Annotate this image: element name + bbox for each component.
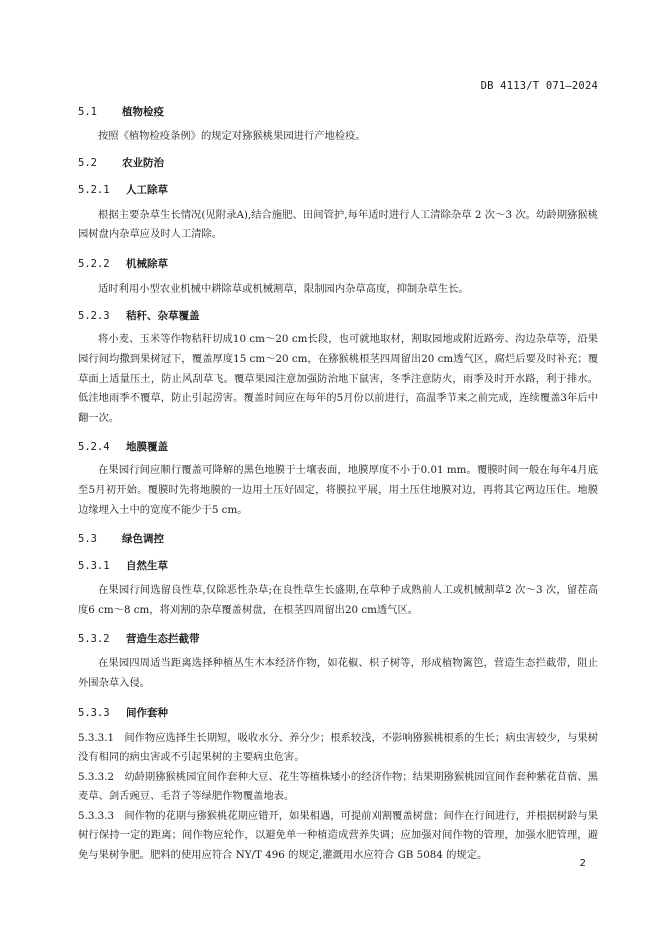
document-id-header: DB 4113/T 071—2024 (480, 80, 598, 92)
section-5-1-heading (78, 104, 598, 119)
section-title: 自然生草 (126, 560, 168, 573)
section-5-2-heading (78, 155, 598, 170)
section-5-2-4-heading (78, 439, 598, 454)
section-5-2-1-heading (78, 182, 598, 197)
section-title: 绿色调控 (122, 533, 164, 546)
clause-5-3-3-2: 5.3.3.2 幼龄期猕猴桃园宜间作套种大豆、花生等植株矮小的经济作物；结果期猕猴桃园宜间作套种紫花苜蓿、黑麦草、剑舌豌豆、毛苕子等绿肥作物覆盖地表。 (78, 770, 598, 803)
section-title: 农业防治 (122, 156, 164, 169)
section-number: 5.1 (78, 106, 97, 118)
section-5-3-heading (78, 531, 598, 546)
paragraph: 在果园行间应顺行覆盖可降解的黑色地膜于土壤表面，地膜厚度不小于0.01 mm。覆膜时间一般在每年4月底至5月初开始。覆膜时先将地膜的一边用土压好固定，将膜拉平展，用土压住地膜对边，再将其它两边压住。地膜边缘埋入土中的宽度不能少于5 cm。 (78, 464, 598, 516)
section-5-2-3-heading (78, 308, 598, 323)
section-5-3-2-heading (78, 631, 598, 646)
section-5-3-1-heading (78, 558, 598, 573)
section-number: 5.2.2 (78, 257, 110, 270)
paragraph: 适时利用小型农业机械中耕除草或机械割草，限制园内杂草高度，抑制杂草生长。 (98, 282, 469, 295)
section-title: 植物检疫 (122, 106, 164, 118)
paragraph: 按照《植物检疫条例》的规定对猕猴桃果园进行产地检疫。 (98, 130, 366, 142)
section-title: 间作套种 (126, 706, 168, 719)
section-5-3-3-heading (78, 705, 598, 720)
paragraph: 将小麦、玉米等作物秸秆切成10 cm～20 cm长段，也可就地取材，割取园地或附近路旁、沟边杂草等，沿果园行间均撒到果树冠下，覆盖厚度15 cm～20 cm，在猕猴桃根茎四周留出20 cm透气区，腐烂后要及时补充；覆草面上适量压土，防止风刮草飞。覆草果园注意加强防治地下鼠害，冬季注意防火，雨季及时开水路，利于排水。低洼地雨季不覆草，防止引起涝害。覆盖时间应在每年的5月份以前进行，高温季节来之前完成，连续覆盖3年后中翻一次。 (78, 333, 598, 424)
paragraph: 根据主要杂草生长情况(见附录A),结合施肥、田间管护,每年适时进行人工清除杂草 2 次～3 次。幼龄期猕猴桃园树盘内杂草应及时人工清除。 (78, 208, 598, 241)
section-title: 秸秆、杂草覆盖 (126, 310, 200, 323)
section-number: 5.2 (78, 156, 97, 169)
clause-5-3-3-1: 5.3.3.1 间作物应选择生长期短，吸收水分、养分少；根系较浅，不影响猕猴桃根系的生长；病虫害较少，与果树没有相同的病虫害或不引起果树的主要病虫危害。 (78, 731, 598, 764)
section-title: 人工除草 (126, 183, 168, 196)
section-number: 5.3 (78, 533, 97, 546)
section-5-2-2-heading (78, 256, 598, 271)
paragraph: 在果园行间选留良性草,仅除恶性杂草;在良性草生长盛期,在草种子成熟前人工或机械割草2 次～3 次，留茬高度6 cm～8 cm，将刈割的杂草覆盖树盘，在根茎四周留出20 cm透气区。 (78, 584, 598, 616)
clause-5-3-3-3: 5.3.3.3 间作物的花期与猕猴桃花期应错开，如果相遇，可提前刈割覆盖树盘；间作在行间进行，并根据树龄与果树行保持一定的距离；间作物应轮作，以避免单一种植造成营养失调；应加强对间作物的管理，加强水肥管理，避免与果树争肥。肥料的使用应符合 NY/T 496 的规定,灌溉用水应符合 GB 5084 的规定。 (78, 809, 598, 862)
section-number: 5.2.4 (78, 441, 110, 454)
section-title: 地膜覆盖 (126, 441, 168, 454)
paragraph: 在果园四周适当距离选择种植丛生木本经济作物，如花椒、枳子树等，形成植物篱笆，营造生态拦截带，阻止外围杂草入侵。 (78, 657, 598, 689)
section-number: 5.3.2 (78, 633, 110, 646)
section-number: 5.3.3 (78, 706, 110, 719)
section-number: 5.2.1 (78, 183, 110, 196)
page-number: 2 (579, 858, 586, 869)
document-body (78, 104, 598, 866)
section-title: 营造生态拦截带 (126, 633, 200, 646)
section-title: 机械除草 (126, 257, 168, 270)
section-number: 5.2.3 (78, 310, 110, 323)
section-number: 5.3.1 (78, 560, 110, 573)
